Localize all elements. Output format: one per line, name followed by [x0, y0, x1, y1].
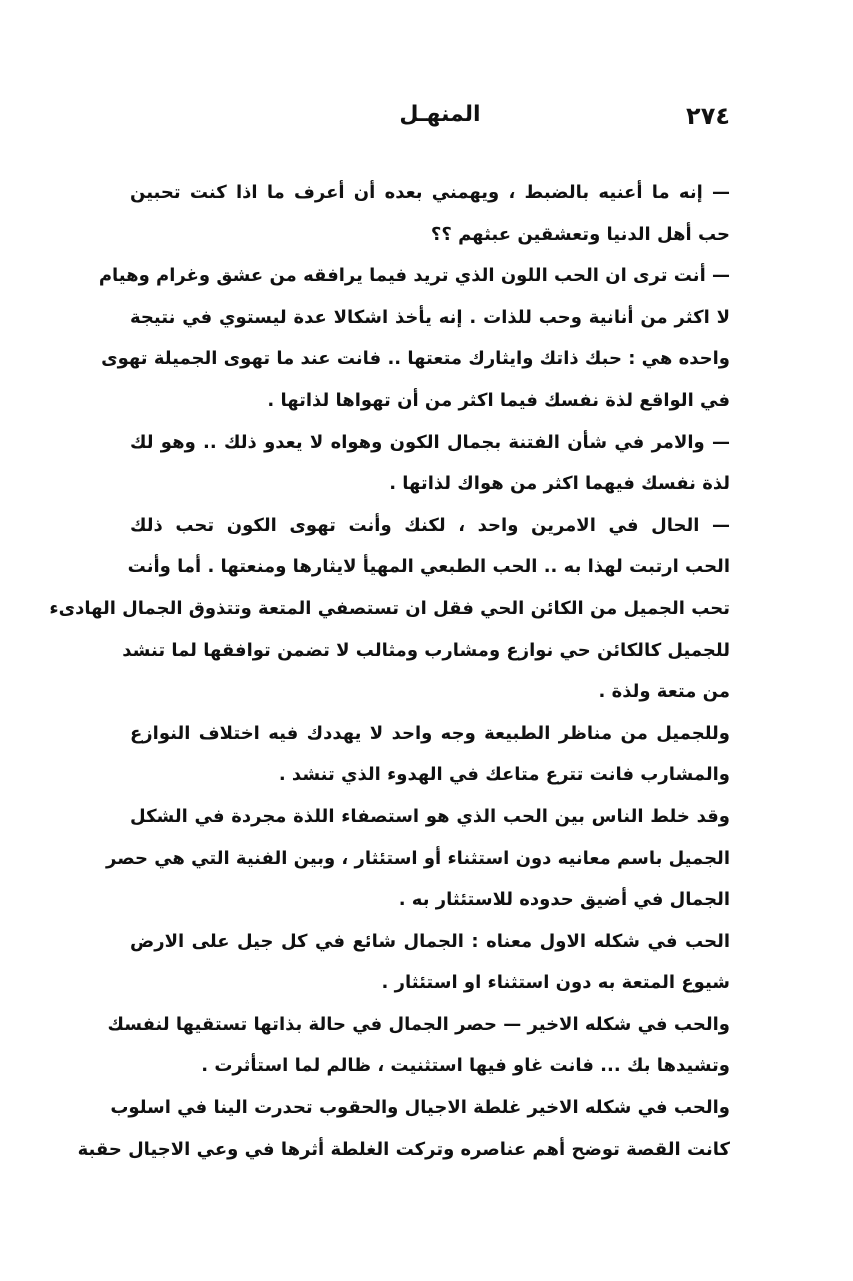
text-line: شيوع المتعة به دون استثناء او استئثار .	[381, 972, 730, 994]
text-line: والحب في شكله الاخير غلطة الاجيال والحقوب تحدرت الينا في اسلوب	[110, 1097, 730, 1119]
page-body	[49, 172, 730, 1170]
text-line: وللجميل من مناظر الطبيعة وجه واحد لا يهددك فيه اختلاف النوازع	[130, 722, 730, 744]
page-header	[150, 102, 730, 138]
text-line: وقد خلط الناس بين الحب الذي هو استصفاء اللذة مجردة في الشكل	[130, 805, 730, 827]
text-line: — إنه ما أعنيه بالضبط ، ويهمني بعده أن أعرف ما اذا كنت تحبين	[130, 182, 730, 203]
text-line: — والامر في شأن الفتنة بجمال الكون وهواه لا يعدو ذلك .. وهو لك	[130, 431, 730, 453]
text-line: — الحال في الامرين واحد ، لكنك وأنت تهوى الكون تحب ذلك	[130, 514, 730, 536]
page-number: ٢٧٤	[686, 102, 730, 130]
text-line: والمشارب فانت تترع متاعك في الهدوء الذي تنشد .	[278, 764, 730, 786]
text-line: لا اكثر من أنانية وحب للذات . إنه يأخذ اشكالا عدة ليستوي في نتيجة	[130, 306, 730, 328]
text-line: واحده هي : حبك ذاتك وايثارك متعتها .. فانت عند ما تهوى الجميلة تهوى	[101, 348, 730, 370]
text-line: تحب الجميل من الكائن الحي فقل ان تستصفي المتعة وتتذوق الجمال الهادىء	[49, 597, 730, 619]
text-line: — أنت ترى ان الحب اللون الذي تريد فيما يرافقه من عشق وغرام وهيام	[98, 265, 730, 287]
text-line: الحب في شكله الاول معناه : الجمال شائع في كل جيل على الارض	[130, 930, 730, 952]
text-line: وتشيدها بك ... فانت غاو فيها استثنيت ، ظالم لما استأثرت .	[201, 1055, 730, 1077]
text-line: الجميل باسم معانيه دون استثناء أو استئثار ، وبين الفنية التي هي حصر	[106, 847, 730, 869]
text-line: من متعة ولذة .	[598, 681, 730, 703]
text-line: والحب في شكله الاخير — حصر الجمال في حالة بذاتها تستقيها لنفسك	[107, 1013, 730, 1035]
text-line: كانت القصة توضح أهم عناصره وتركت الغلطة أثرها في وعي الاجيال حقبة	[77, 1138, 730, 1160]
text-line: للجميل كالكائن حي نوازع ومشارب ومثالب لا تضمن توافقها لما تنشد	[122, 639, 730, 661]
text-line: الجمال في أضيق حدوده للاستئثار به .	[398, 889, 730, 911]
text-line: في الواقع لذة نفسك فيما اكثر من أن تهواها لذاتها .	[267, 389, 730, 411]
text-line: الحب ارتبت لهذا به .. الحب الطبعي المهيأ لايثارها ومنعتها . أما وأنت	[127, 556, 730, 578]
text-line: لذة نفسك فيهما اكثر من هواك لذاتها .	[389, 473, 730, 495]
text-line: حب أهل الدنيا وتعشقين عبثهم ؟؟	[430, 223, 730, 245]
running-title: المنهـل	[399, 102, 481, 127]
